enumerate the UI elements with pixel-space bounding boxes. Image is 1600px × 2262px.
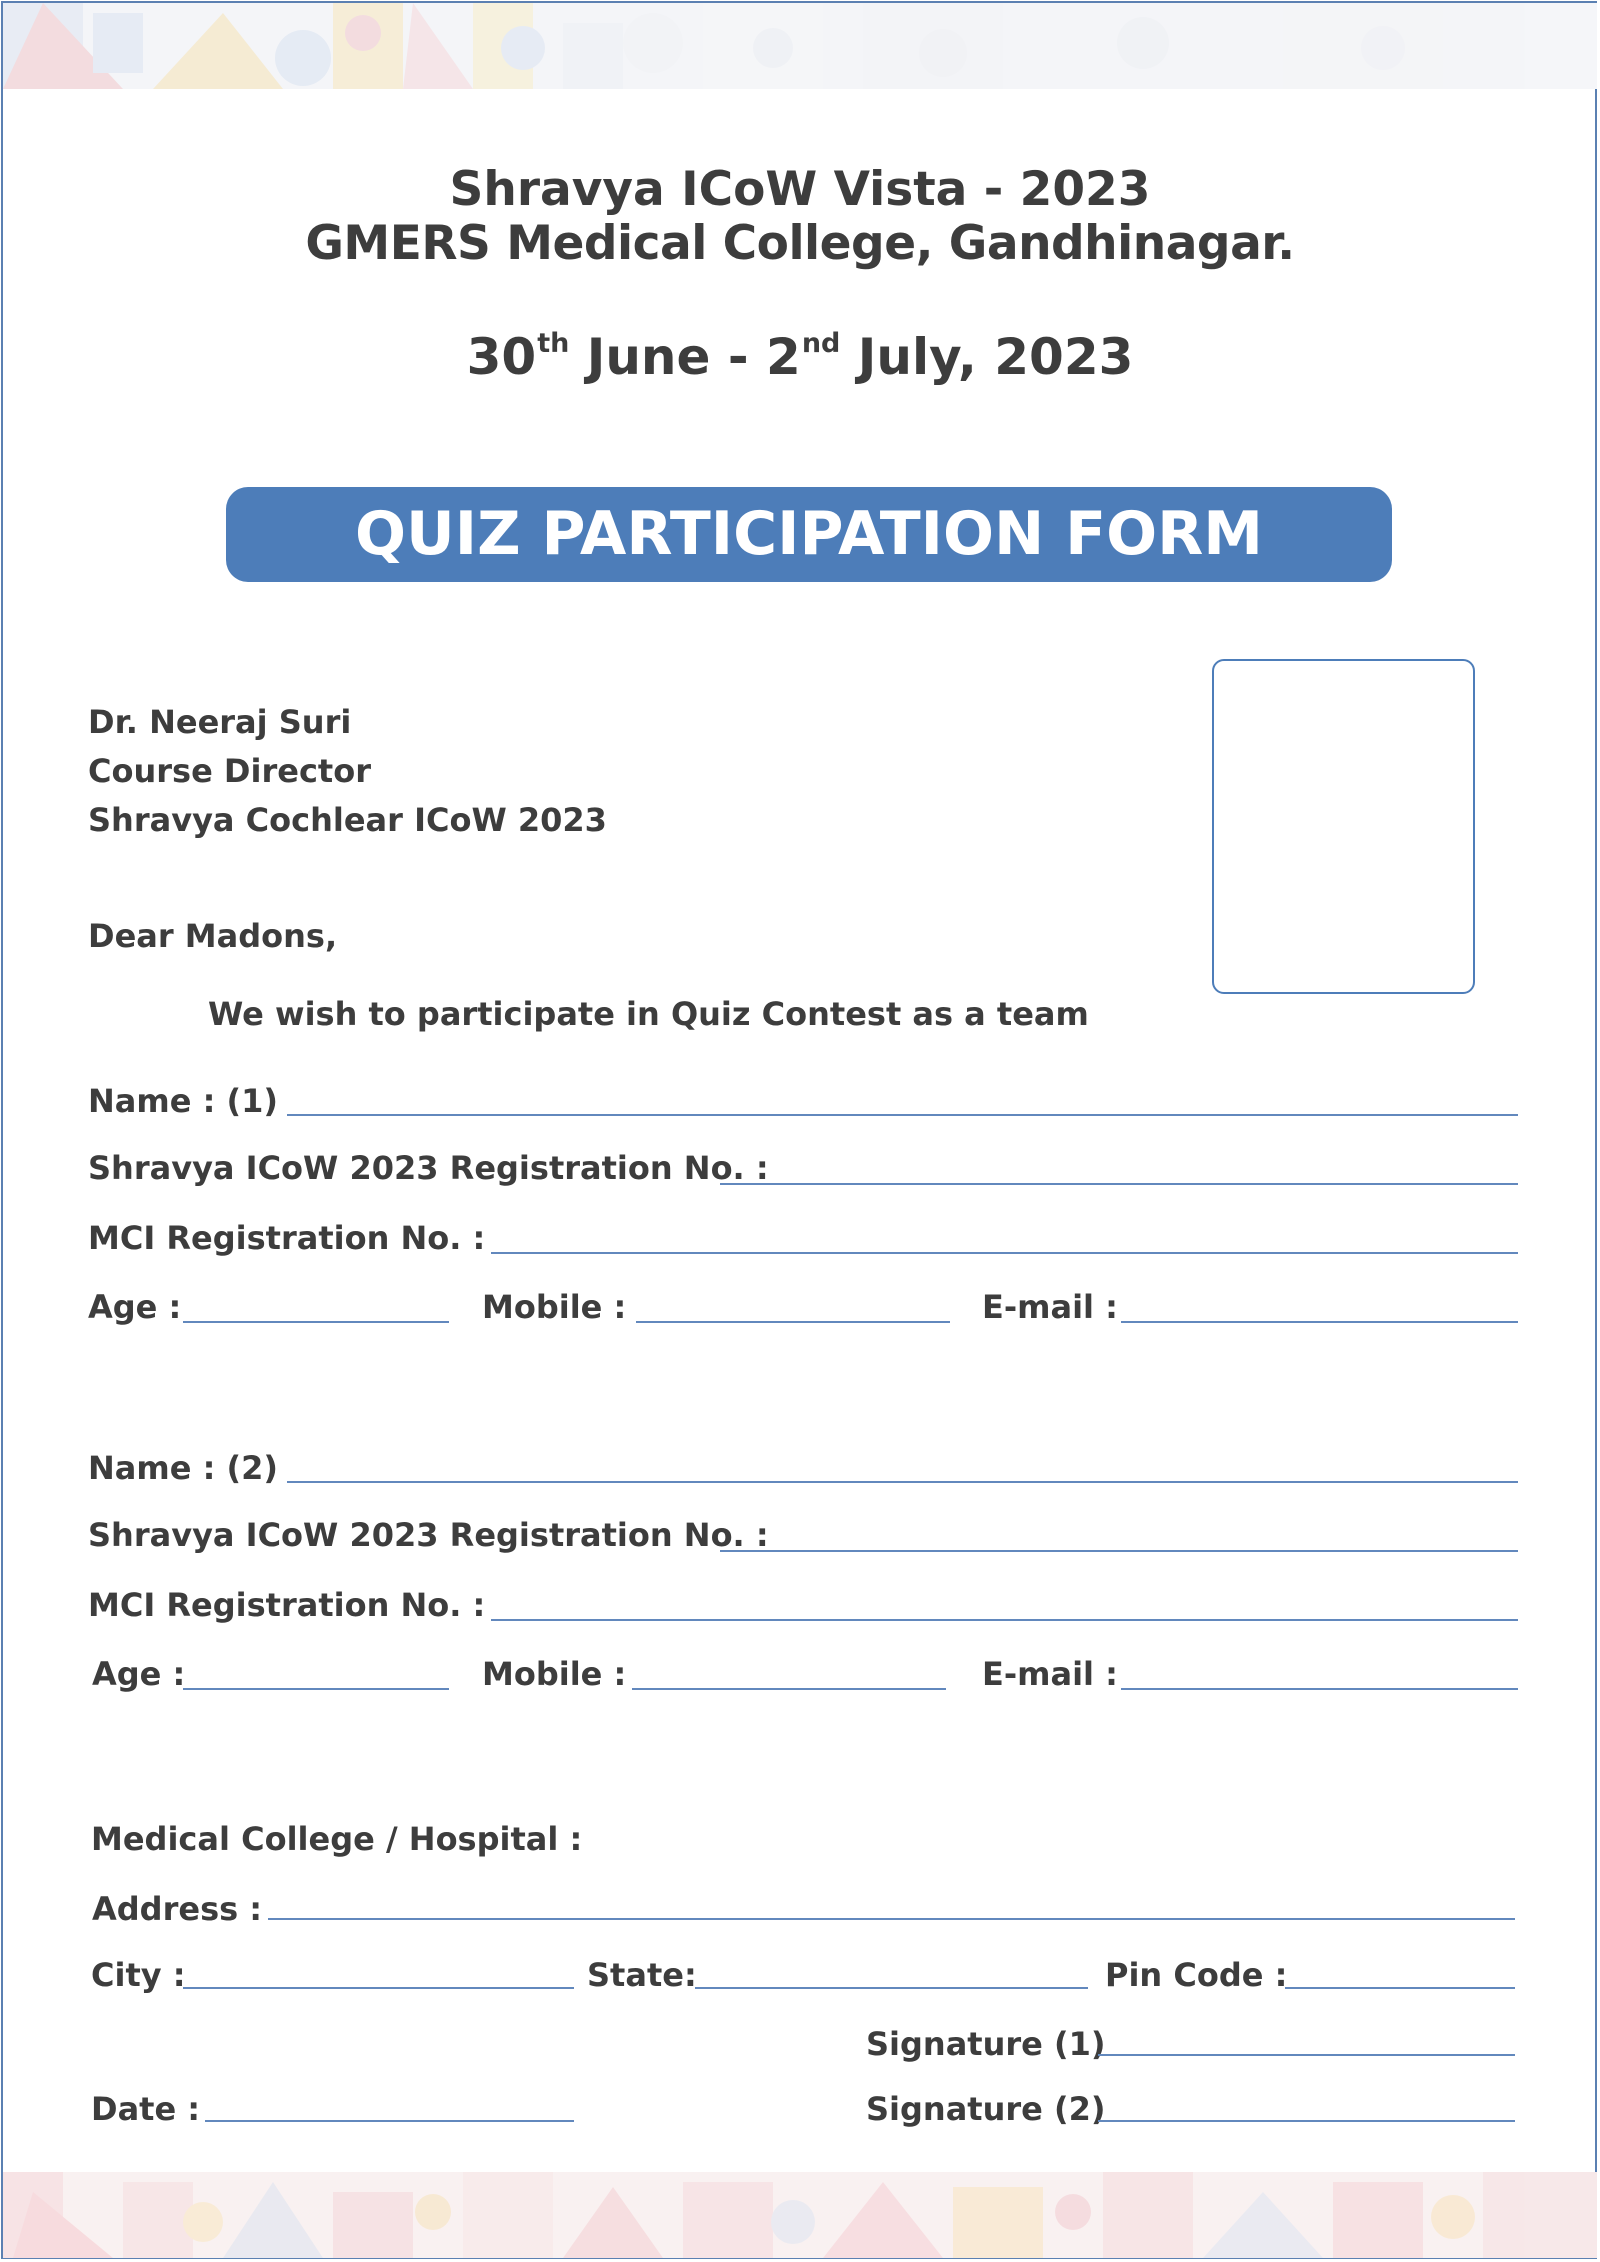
participant2-mci-field[interactable] xyxy=(491,1619,1518,1621)
signature2-label: Signature (2) xyxy=(866,2090,1106,2128)
signature1-field[interactable] xyxy=(1098,2054,1515,2056)
participant1-mobile-field[interactable] xyxy=(636,1321,950,1323)
city-label: City : xyxy=(91,1956,186,1994)
form-title-banner: QUIZ PARTICIPATION FORM xyxy=(226,487,1392,582)
addressee-name: Dr. Neeraj Suri xyxy=(88,703,352,741)
event-dates xyxy=(0,328,1600,386)
addressee-event: Shravya Cochlear ICoW 2023 xyxy=(88,801,607,839)
photo-box[interactable] xyxy=(1212,659,1475,994)
decorative-pattern-bottom xyxy=(3,2172,1597,2258)
participant1-registration-label: Shravya ICoW 2023 Registration No. : xyxy=(88,1149,769,1187)
participant1-mci-label: MCI Registration No. : xyxy=(88,1219,486,1257)
event-title: Shravya ICoW Vista - 2023 xyxy=(449,162,1151,217)
salutation: Dear Madons, xyxy=(88,917,338,955)
participant2-email-field[interactable] xyxy=(1121,1688,1518,1690)
participant2-mci-label: MCI Registration No. : xyxy=(88,1586,486,1624)
participant2-mobile-field[interactable] xyxy=(632,1688,946,1690)
participant1-mobile-label: Mobile : xyxy=(482,1288,627,1326)
pin-code-label: Pin Code : xyxy=(1105,1956,1288,1994)
start-day: 30 xyxy=(466,328,537,386)
state-label: State: xyxy=(587,1956,697,1994)
participant1-email-field[interactable] xyxy=(1121,1321,1518,1323)
address-field[interactable] xyxy=(268,1918,1515,1920)
city-field[interactable] xyxy=(183,1987,574,1989)
participant1-name-field[interactable] xyxy=(287,1114,1518,1116)
participant2-email-label: E-mail : xyxy=(982,1655,1118,1693)
participant2-name-field[interactable] xyxy=(287,1481,1518,1483)
participant2-age-label: Age : xyxy=(92,1655,186,1693)
end-month-year: July, 2023 xyxy=(840,328,1134,386)
participant2-registration-field[interactable] xyxy=(720,1550,1518,1552)
addressee-role: Course Director xyxy=(88,752,371,790)
college-label: Medical College / Hospital : xyxy=(91,1820,583,1858)
participant2-registration-label: Shravya ICoW 2023 Registration No. : xyxy=(88,1516,769,1554)
participant2-name-label: Name : (2) xyxy=(88,1449,279,1487)
date-field[interactable] xyxy=(205,2120,574,2122)
date-label: Date : xyxy=(91,2090,201,2128)
start-day-suffix: th xyxy=(537,328,570,359)
participant1-registration-field[interactable] xyxy=(720,1183,1518,1185)
signature2-field[interactable] xyxy=(1098,2120,1515,2122)
letter-body: We wish to participate in Quiz Contest as a team xyxy=(208,995,1089,1033)
participant1-name-label: Name : (1) xyxy=(88,1082,279,1120)
state-field[interactable] xyxy=(695,1987,1088,1989)
participant2-age-field[interactable] xyxy=(183,1688,449,1690)
participant1-age-label: Age : xyxy=(88,1288,182,1326)
address-label: Address : xyxy=(92,1890,263,1928)
venue-title: GMERS Medical College, Gandhinagar. xyxy=(305,216,1295,271)
signature1-label: Signature (1) xyxy=(866,2025,1106,2063)
decorative-pattern-top xyxy=(3,3,1597,89)
participant1-mci-field[interactable] xyxy=(491,1252,1518,1254)
participant1-email-label: E-mail : xyxy=(982,1288,1118,1326)
participant1-age-field[interactable] xyxy=(183,1321,449,1323)
start-month: June - 2 xyxy=(569,328,801,386)
pin-code-field[interactable] xyxy=(1285,1987,1515,1989)
participant2-mobile-label: Mobile : xyxy=(482,1655,627,1693)
end-day-suffix: nd xyxy=(801,328,841,359)
